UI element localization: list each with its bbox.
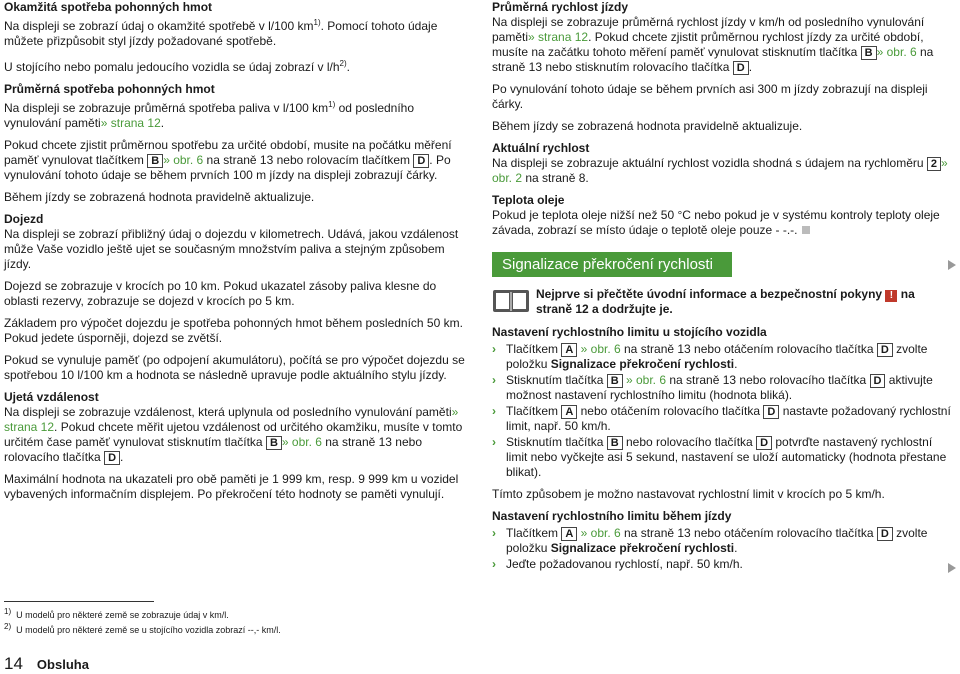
figure-link[interactable]: » obr. 2 xyxy=(492,156,948,185)
key-b: B xyxy=(266,436,282,450)
bullet-arrow-icon: › xyxy=(492,435,496,449)
text: Základem pro výpočet dojezdu je spotřeba pohonných hmot během posledních 50 km. Pokud jedete úsporněji, dojezd se zvětší. xyxy=(4,316,463,345)
heading-limit-driving: Nastavení rychlostního limitu během jízdy xyxy=(492,509,732,523)
text: na straně 13 nebo otáčením rolovacího tlačítka xyxy=(620,342,877,356)
continue-arrow-icon xyxy=(948,260,956,270)
text: zvolte položku xyxy=(506,526,928,555)
key: D xyxy=(877,343,893,357)
page-link[interactable]: » strana 12 xyxy=(528,30,589,44)
footnote-number: 2) xyxy=(4,622,12,631)
text: na straně 8. xyxy=(522,171,589,185)
figure-link[interactable]: » obr. 6 xyxy=(577,526,621,540)
heading-range: Dojezd xyxy=(4,212,44,226)
text: . xyxy=(748,60,753,74)
text: Stisknutím tlačítka xyxy=(506,435,607,449)
read-first-text xyxy=(536,287,952,317)
text: nastavte požadovaný rychlostní limit, např. 50 km/h. xyxy=(506,404,951,433)
key: D xyxy=(763,405,779,419)
text: zvolte položku xyxy=(506,342,928,371)
page-link[interactable]: » strana 12 xyxy=(100,116,161,130)
text: nebo rolovacího tlačítka xyxy=(622,435,757,449)
footnote-text: U modelů pro některé země se u stojícího vozidla zobrazí --,- km/l. xyxy=(16,625,281,635)
text: Po vynulování tohoto údaje se během prvních asi 300 m jízdy zobrazují na displeji čárky. xyxy=(492,82,928,111)
text: Jeďte požadovanou rychlostí, např. 50 km/h. xyxy=(506,557,743,571)
list-item xyxy=(492,435,952,480)
key-b: B xyxy=(861,46,877,60)
figure-link[interactable]: » obr. 6 xyxy=(163,153,204,167)
footnote-text: U modelů pro některé země se zobrazuje údaj v km/l. xyxy=(16,610,229,620)
text: Maximální hodnota na ukazateli pro obě paměti je 1 999 km, resp. 9 999 km u vozidel vybavených informačním displejem. Po překročení této hodnoty se paměti vynulují. xyxy=(4,472,459,501)
continue-arrow-icon xyxy=(948,563,956,573)
heading-limit-standing: Nastavení rychlostního limitu u stojícího vozidla xyxy=(492,325,767,339)
text: Nejprve si přečtěte úvodní informace a bezpečnostní pokyny xyxy=(536,287,886,301)
text: . Pomocí tohoto údaje můžete přizpůsobit styl jízdy požadované spotřebě. xyxy=(4,19,438,48)
key-b: B xyxy=(147,154,163,168)
menu-item-name: Signalizace překročení rychlosti xyxy=(550,541,735,555)
left-column: Okamžitá spotřeba pohonných hmot Na displeji se zobrazí údaj o okamžité spotřebě v l/100 $km^{1)}$. Pomocí tohoto údaje můžete přizpůsobit styl jízdy požadované spotřebě. U stojícího nebo pomalu jedoucího vozidla se údaj zobrazí v $l/h^{2)}$. Průměrná spotřeba pohonných hmot Na displeji se zobrazuje průměrná spotřeba paliva v l/100 $km^{1)}$ od posledního vynulování paměti» strana 12. Pokud chcete zjistit průměrnou spotřebu za určité období, musite na počátku měření paměť vynulovat tlačítkem B » obr. 6 na straně 13 nebo rolovacím tlačítkem D . Po vynulování tohoto údaje se během prvních 100 m jízdy na displeji zobrazují čárky. Během jízdy se zobrazená hodnota pravidelně aktualizuje. Dojezd Na displeji se zobrazí přibližný údaj o dojezdu v kilometrech. Udává, jakou vzdálenost může Vaše vozidlo ještě ujet se současným množstvím paliva a stejným způsobem jízdy. Dojezd se zobrazuje v krocích po 10 km. Pokud ukazatel zásoby paliva klesne do oblasti rezervy, zobrazuje se dojezd v krocích po 5 km. Základem pro výpočet dojezdu je spotřeba pohonných hmot během posledních 50 km. Pokud jedete úsporněji, dojezd se zvětší. Pokud se vynuluje paměť (po odpojení akumulátoru), počítá se pro výpočet dojezdu se spotřebou 10 l/100 km a hodnota se následně upravuje podle aktuálního stylu jízdy. Ujetá vzdálenost Na displeji se zobrazuje vzdálenost, která uplynula od posledního vynulování paměti» strana 12. Pokud chcete měřit ujetou vzdálenost od určitého okamžiku, musíte v tomto určitém čase paměť vynulovat stisknutím tlačítka B » obr. 6 na straně 13 nebo rolovacího tlačítka D . Maximální hodnota na ukazateli pro obě paměti je 1 999 km, resp. 9 999 km u vozidel vybavených informačním displejem. Po překročení této hodnoty se paměti vynulují. xyxy=(4,0,474,509)
heading-distance: Ujetá vzdálenost xyxy=(4,390,99,404)
text: od posledního vynulování paměti xyxy=(4,101,415,130)
text: Tlačítkem xyxy=(506,342,562,356)
text: Dojezd se zobrazuje v krocích po 10 km. Pokud ukazatel zásoby paliva klesne do oblasti rezervy, zobrazuje se dojezd v krocích po 5 km. xyxy=(4,279,437,308)
key-2: 2 xyxy=(927,157,941,171)
footnote-number: 1) xyxy=(4,607,12,616)
text: Pokud chcete zjistit průměrnou spotřebu za určité období, musite na počátku měření paměť vynulovat tlačítkem xyxy=(4,138,452,167)
text: na straně 13 nebo rolovacího tlačítka xyxy=(4,435,422,464)
section-title: Signalizace překročení rychlosti xyxy=(492,252,732,277)
text: aktivujte možnost nastavení rychlostního limitu (hodnota bliká). xyxy=(506,373,933,402)
figure-link[interactable]: » obr. 6 xyxy=(577,342,621,356)
text: Na displeji se zobrazuje vzdálenost, která uplynula od posledního vynulování paměti xyxy=(4,405,452,419)
text: na straně 13 nebo rolovacím tlačítkem xyxy=(203,153,414,167)
text: Na displeji se zobrazí přibližný údaj o dojezdu v kilometrech. Udává, jakou vzdálenost může Vaše vozidlo ještě ujet se současným množstvím paliva a stejným způsobem jízdy. xyxy=(4,227,459,271)
list-item xyxy=(492,373,952,403)
list-item xyxy=(492,404,952,434)
key: D xyxy=(756,436,772,450)
text: Na displeji se zobrazuje průměrná rychlost jízdy v km/h od posledního vynulování paměti xyxy=(492,15,925,44)
text: Tímto způsobem je možno nastavovat rychlostní limit v krocích po 5 km/h. xyxy=(492,487,885,501)
key: D xyxy=(870,374,886,388)
figure-link[interactable]: » obr. 6 xyxy=(281,435,322,449)
text: na straně 13 nebo otáčením rolovacího tlačítka xyxy=(620,526,877,540)
section-end-marker xyxy=(802,226,810,234)
text: . xyxy=(346,60,350,74)
text: Pokud se vynuluje paměť (po odpojení akumulátoru), počítá se pro výpočet dojezdu se spotřebou 10 l/100 km a hodnota se následně upravuje podle aktuálního stylu jízdy. xyxy=(4,353,465,382)
key: D xyxy=(877,527,893,541)
key: B xyxy=(607,436,623,450)
text: Stisknutím tlačítka xyxy=(506,373,607,387)
text: . xyxy=(120,450,124,464)
text: Během jízdy se zobrazená hodnota pravidelně aktualizuje. xyxy=(492,119,803,133)
key: A xyxy=(561,405,577,419)
figure-link[interactable]: » obr. 6 xyxy=(622,373,667,387)
bullet-arrow-icon: › xyxy=(492,557,496,571)
text: Na displeji se zobrazí údaj o okamžité spotřebě v l/100 km xyxy=(4,19,314,33)
menu-item-name: Signalizace překročení rychlosti xyxy=(550,357,735,371)
key-d: D xyxy=(413,154,429,168)
heading-instant-consumption: Okamžitá spotřeba pohonných hmot xyxy=(4,0,213,14)
text: . Po vynulování tohoto údaje se během prvních 100 m jízdy na displeji zobrazují čárky. xyxy=(4,153,451,182)
text: Na displeji se zobrazuje průměrná spotřeba paliva v l/100 km xyxy=(4,101,329,115)
list-item xyxy=(492,342,952,372)
text: Během jízdy se zobrazená hodnota pravidelně aktualizuje. xyxy=(4,190,315,204)
bullet-arrow-icon: › xyxy=(492,404,496,418)
read-first-note xyxy=(492,287,952,317)
text: Tlačítkem xyxy=(506,404,562,418)
right-column xyxy=(492,0,952,579)
text: Tlačítkem xyxy=(506,526,562,540)
text: Na displeji se zobrazuje aktuální rychlost vozidla shodná s údajem na rychloměru xyxy=(492,156,927,170)
steps-list-standing xyxy=(492,342,952,480)
text: . xyxy=(734,357,738,371)
chapter-title: Obsluha xyxy=(36,657,89,672)
heading-oil-temp: Teplota oleje xyxy=(492,193,565,207)
text: Pokud je teplota oleje nižší než 50 °C nebo pokud je v systému kontroly teploty oleje závada, zobrazí se místo údaje o teplotě oleje pouze - -.-. xyxy=(492,208,940,237)
page-number: 14 xyxy=(4,654,23,673)
text: nebo otáčením rolovacího tlačítka xyxy=(577,404,764,418)
key-d: D xyxy=(733,61,749,75)
footnotes xyxy=(4,601,324,636)
page-link[interactable]: » strana 12 xyxy=(4,405,459,434)
heading-average-speed: Průměrná rychlost jízdy xyxy=(492,0,629,14)
text: . Pokud chcete měřit ujetou vzdálenost od určitého okamžiku, musíte v tomto určitém čase paměť vynulovat stisknutím tlačítka xyxy=(4,420,463,449)
footnote-2 xyxy=(4,621,324,636)
footnote-ref: 1) xyxy=(328,100,336,109)
text: na straně 13 nebo rolovacího tlačítka xyxy=(666,373,870,387)
heading-average-consumption: Průměrná spotřeba pohonných hmot xyxy=(4,82,215,96)
key: A xyxy=(561,527,577,541)
page-footer xyxy=(4,654,89,674)
footnote-divider xyxy=(4,601,154,602)
heading-current-speed: Aktuální rychlost xyxy=(492,141,590,155)
text: na straně 13 nebo stisknutím rolovacího tlačítka xyxy=(492,45,934,74)
key: A xyxy=(561,343,577,357)
key-d: D xyxy=(104,451,120,465)
text: . xyxy=(734,541,738,555)
text: potvrďte nastavený rychlostní limit nebo vyčkejte asi 5 sekund, nastavení se uloží automaticky (hodnota přestane blikat). xyxy=(506,435,947,479)
footnote-ref: 1) xyxy=(313,18,321,27)
bullet-arrow-icon: › xyxy=(492,526,496,540)
text: na straně 12 a dodržujte je. xyxy=(536,287,915,316)
text: U stojícího nebo pomalu jedoucího vozidla se údaj zobrazí v l/h xyxy=(4,60,340,74)
key: B xyxy=(607,374,623,388)
footnote-1 xyxy=(4,606,324,621)
warning-icon: ! xyxy=(885,290,897,302)
footnote-ref: 2) xyxy=(339,59,347,68)
list-item xyxy=(492,526,952,556)
book-hand-icon xyxy=(492,287,530,315)
list-item xyxy=(492,557,952,572)
text: . Pokud chcete zjistit průměrnou rychlost jízdy za určité období, musíte na začátku tohoto měření paměť vynulovat stisknutím tlačítka xyxy=(492,30,924,59)
steps-list-driving xyxy=(492,526,952,572)
bullet-arrow-icon: › xyxy=(492,373,496,387)
figure-link[interactable]: » obr. 6 xyxy=(876,45,917,59)
bullet-arrow-icon: › xyxy=(492,342,496,356)
